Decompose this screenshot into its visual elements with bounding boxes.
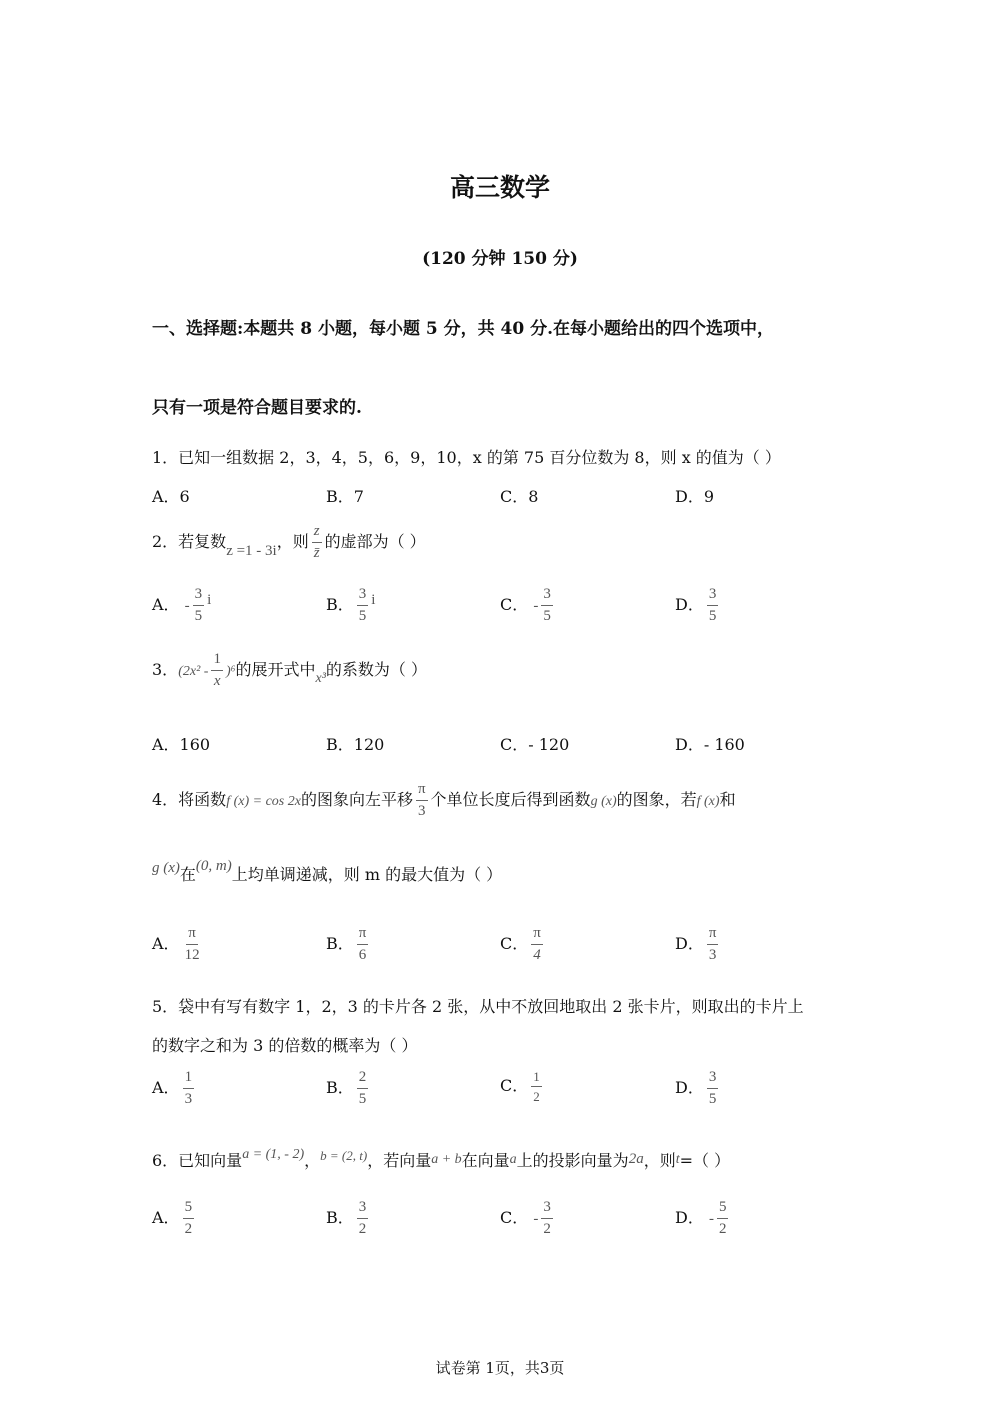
q3-option-a[interactable]: A．160 bbox=[152, 735, 211, 754]
q6-option-a[interactable]: A． $\frac{5}{2}$ bbox=[152, 1199, 193, 1237]
q1-option-c[interactable]: C．8 bbox=[500, 487, 539, 506]
question-2 bbox=[152, 524, 426, 561]
q1-option-d[interactable]: D．9 bbox=[675, 487, 715, 506]
q2-fraction: $\frac{z}{z̄}$ bbox=[313, 523, 320, 561]
q4-option-d[interactable]: D． $\frac{\pi}{3}$ bbox=[675, 925, 717, 963]
q2-option-a[interactable]: A． - $\frac{3}{5}$ i bbox=[152, 586, 212, 624]
q2-option-b[interactable]: B． $\frac{3}{5}$ i bbox=[326, 586, 376, 624]
q2-c-fraction: $\frac{3}{5}$ bbox=[543, 586, 551, 624]
q4-interval: (0, m) bbox=[195, 858, 232, 874]
q2-a-fraction: $\frac{3}{5}$ bbox=[194, 586, 203, 624]
q4-option-b[interactable]: B． $\frac{\pi}{6}$ bbox=[326, 925, 367, 963]
section-heading-line2: 只有一项是符合题目要求的. bbox=[152, 398, 362, 418]
q4-option-a[interactable]: A． $\frac{\pi}{12}$ bbox=[152, 925, 200, 963]
q6-vector-b: b = (2, t) bbox=[320, 1148, 368, 1163]
question-3: 3．(2x² - $\frac{1}{x}$ )⁶的展开式中x³的系数为（ ） bbox=[152, 651, 427, 689]
q2-option-d[interactable]: D． $\frac{3}{5}$ bbox=[675, 586, 717, 624]
q2-b-fraction: $\frac{3}{5}$ bbox=[358, 586, 367, 624]
q2-d-fraction: $\frac{3}{5}$ bbox=[708, 586, 717, 624]
q3-option-c[interactable]: C．- 120 bbox=[500, 735, 570, 754]
q6-option-c[interactable]: C． - $\frac{3}{2}$ bbox=[500, 1199, 551, 1237]
q5-option-b[interactable]: B． $\frac{2}{5}$ bbox=[326, 1069, 367, 1107]
q2-prefix: 2．若复数 bbox=[152, 532, 227, 551]
q6-vector-a: a = (1, - 2) bbox=[242, 1147, 305, 1162]
q2-suffix: 的虚部为（ ） bbox=[324, 532, 426, 551]
question-5-line2: 的数字之和为 3 的倍数的概率为（ ） bbox=[152, 1036, 418, 1055]
question-1-text: 1．已知一组数据 2，3，4，5，6，9，10，x 的第 75 百分位数为 8，则 x 的值为（ ） bbox=[152, 448, 781, 467]
q4-function-g: g (x) bbox=[590, 794, 617, 809]
q1-option-a[interactable]: A．6 bbox=[152, 487, 190, 506]
q3-option-b[interactable]: B．120 bbox=[326, 735, 385, 754]
q6-option-d[interactable]: D． - $\frac{5}{2}$ bbox=[675, 1199, 727, 1237]
q2-option-c[interactable]: C． - $\frac{3}{5}$ bbox=[500, 586, 551, 624]
question-4-line1: 4．将函数f (x) = cos 2x的图象向左平移 $\frac{\pi}{3}$ 个单位长度后得到函数g (x)的图象，若f (x)和 bbox=[152, 781, 736, 819]
q4-option-c[interactable]: C． $\frac{\pi}{4}$ bbox=[500, 925, 541, 963]
q2-complex-z: z =1 - 3i bbox=[226, 543, 277, 559]
question-4-line2: g (x)在(0, m)上均单调递减，则 m 的最大值为（ ） bbox=[152, 858, 503, 884]
q3-option-d[interactable]: D．- 160 bbox=[675, 735, 745, 754]
q4-shift-fraction: $\frac{\pi}{3}$ bbox=[417, 781, 426, 819]
page-title: 高三数学 bbox=[449, 173, 550, 202]
q4-function-f: f (x) = cos 2x bbox=[226, 794, 301, 809]
q3-binomial: (2x² - bbox=[178, 664, 209, 679]
q6-option-b[interactable]: B． $\frac{3}{2}$ bbox=[326, 1199, 367, 1237]
q1-option-b[interactable]: B．7 bbox=[326, 487, 364, 506]
q3-term: x³ bbox=[315, 671, 326, 686]
question-6: 6．已知向量a = (1, - 2)，$^{b = (2, t)}$，若向量a + b在向量a上的投影向量为2a，则t=（ ） bbox=[152, 1147, 731, 1170]
q5-option-c[interactable]: C． $\frac{1}{2}$ bbox=[500, 1069, 540, 1104]
q2-mid: ，则 bbox=[276, 532, 309, 551]
q3-fraction: $\frac{1}{x}$ bbox=[213, 651, 221, 689]
q5-option-a[interactable]: A． $\frac{1}{3}$ bbox=[152, 1069, 193, 1107]
exam-duration-score: (120 分钟 150 分) bbox=[422, 249, 578, 269]
section-heading-line1: 一、选择题:本题共 8 小题，每小题 5 分，共 40 分.在每小题给出的四个选项中， bbox=[152, 319, 775, 339]
page-footer: 试卷第 1页，共3页 bbox=[435, 1359, 565, 1377]
q5-option-d[interactable]: D． $\frac{3}{5}$ bbox=[675, 1069, 717, 1107]
question-5-line1: 5．袋中有写有数字 1，2，3 的卡片各 2 张，从中不放回地取出 2 张卡片，则取出的卡片上 bbox=[152, 997, 804, 1016]
